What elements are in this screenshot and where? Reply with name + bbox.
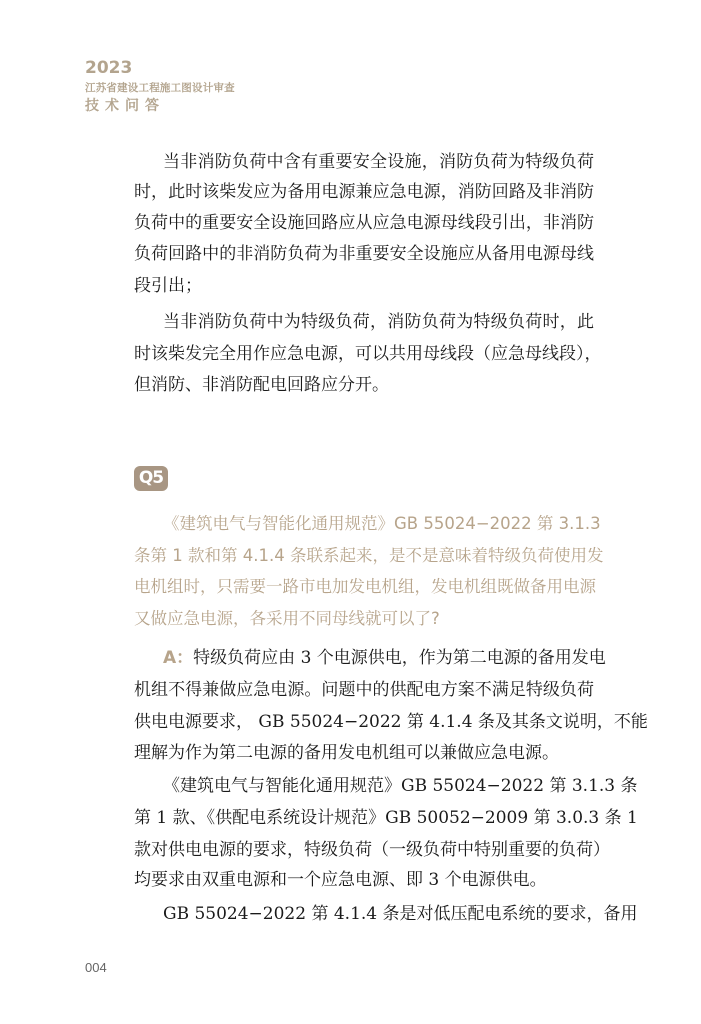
line-text: 但消防、非消防配电回路应分开。 xyxy=(134,375,389,395)
paragraph-line xyxy=(134,865,594,896)
line-text: 款对供电电源的要求，特级负荷（一级负荷中特别重要的负荷） xyxy=(134,840,610,860)
paragraph-line xyxy=(134,738,594,769)
line-text: 时，此时该柴发应为备用电源兼应急电源，消防回路及非消防 xyxy=(134,182,594,202)
line-text: 当非消防负荷中为特级负荷，消防负荷为特级负荷时，此 xyxy=(163,312,594,332)
question-line xyxy=(163,508,601,539)
line-text: 负荷回路中的非消防负荷为非重要安全设施应从备用电源母线 xyxy=(134,244,594,264)
question-line xyxy=(134,603,594,634)
header-title: 技术问答 xyxy=(85,98,165,114)
question-line xyxy=(134,571,594,602)
line-text: 条第 1 款和第 4.1.4 条联系起来，是不是意味着特级负荷使用发 xyxy=(134,546,604,565)
paragraph-line xyxy=(134,239,594,270)
paragraph-line xyxy=(134,177,594,208)
header-year: 2023 xyxy=(85,58,133,78)
line-text: 《建筑电气与智能化通用规范》GB 55024−2022 第 3.1.3 条 xyxy=(163,776,638,796)
paragraph-line xyxy=(163,307,594,338)
paragraph-line xyxy=(134,835,610,866)
page-number: 004 xyxy=(85,960,107,975)
line-text: 《建筑电气与智能化通用规范》GB 55024−2022 第 3.1.3 xyxy=(163,514,601,533)
line-text: 均要求由双重电源和一个应急电源、即 3 个电源供电。 xyxy=(134,870,547,890)
line-text: 特级负荷应由 3 个电源供电，作为第二电源的备用发电 xyxy=(193,648,606,668)
line-text: 时该柴发完全用作应急电源，可以共用母线段（应急母线段）， xyxy=(134,344,602,364)
line-text: 第 1 款、《供配电系统设计规范》GB 50052−2009 第 3.0.3 条 1 xyxy=(134,808,638,828)
line-text: 又做应急电源，各采用不同母线就可以了? xyxy=(134,609,440,628)
line-text: 理解为作为第二电源的备用发电机组可以兼做应急电源。 xyxy=(134,743,559,763)
paragraph-line xyxy=(163,643,606,674)
line-text: 负荷中的重要安全设施回路应从应急电源母线段引出，非消防 xyxy=(134,213,594,233)
line-text: 电机组时，只需要一路市电加发电机组，发电机组既做备用电源 xyxy=(134,577,596,596)
line-text: 当非消防负荷中含有重要安全设施，消防负荷为特级负荷 xyxy=(163,152,594,172)
paragraph-line xyxy=(163,899,638,930)
paragraph-line xyxy=(163,147,594,178)
question-badge: Q5 xyxy=(134,466,168,491)
question-line xyxy=(134,540,604,571)
paragraph-line xyxy=(134,271,594,302)
line-text: 机组不得兼做应急电源。问题中的供配电方案不满足特级负荷 xyxy=(134,680,594,700)
header-subtitle: 江苏省建设工程施工图设计审查 xyxy=(85,82,235,94)
line-text: 供电电源要求， GB 55024−2022 第 4.1.4 条及其条文说明，不能 xyxy=(134,712,648,732)
paragraph-line xyxy=(134,339,602,370)
paragraph-line xyxy=(163,771,638,802)
paragraph-line xyxy=(134,707,648,738)
paragraph-line xyxy=(134,675,594,706)
paragraph-line xyxy=(134,803,638,834)
line-text: GB 55024−2022 第 4.1.4 条是对低压配电系统的要求，备用 xyxy=(163,904,638,924)
paragraph-line xyxy=(134,208,594,239)
answer-label: A： xyxy=(163,648,194,668)
line-text: 段引出； xyxy=(134,276,202,296)
paragraph-line xyxy=(134,370,594,401)
